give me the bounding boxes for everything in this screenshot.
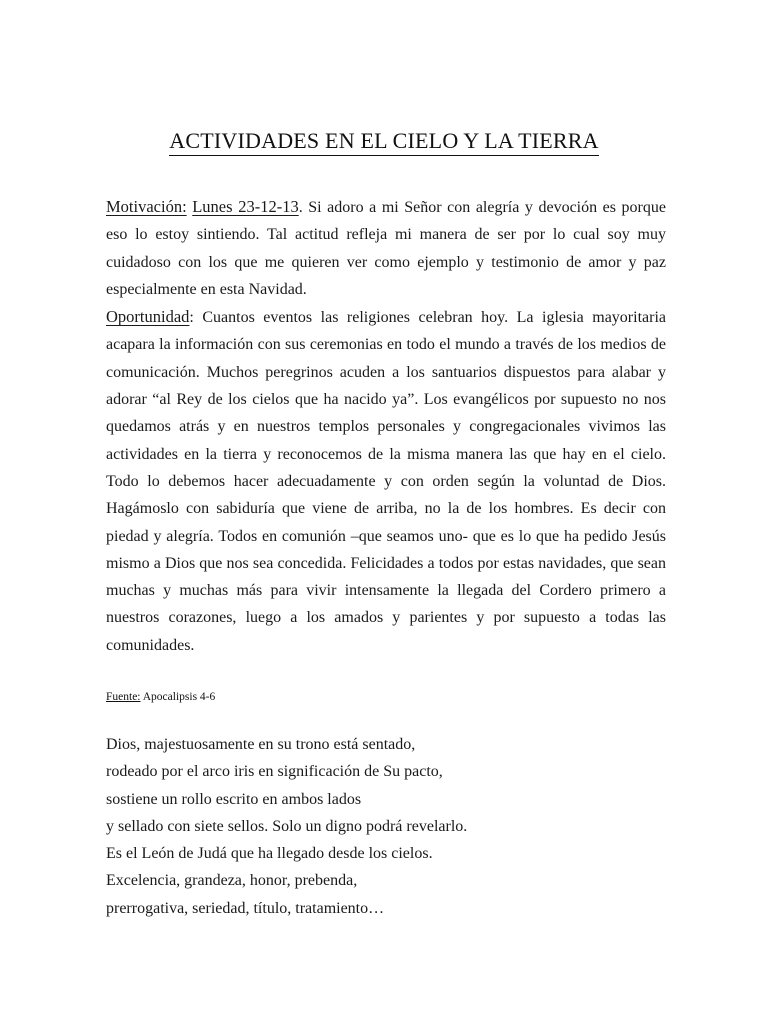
poem-line: prerrogativa, seriedad, título, tratamiento… — [106, 899, 385, 917]
motivacion-paragraph — [106, 193, 666, 303]
oportunidad-text: : Cuantos eventos las religiones celebran hoy. La iglesia mayoritaria acapara la información con sus ceremonias en todo el mundo a través de los medios de comunicación. Muchos peregrinos acuden a los santuarios dispuestos para alabar y adorar “al Rey de los cielos que ha nacido ya”. Los evangélicos por supuesto no nos quedamos atrás y en nuestros templos personales y congregacionales vivimos las actividades en la tierra y reconocemos de la misma manera las que hay en el cielo. Todo lo debemos hacer adecuadamente y con orden según la voluntad de Dios. Hagámoslo con sabiduría que viene de arriba, no la de los hombres. Es decir con piedad y alegría. Todos en comunión –que seamos uno- que es lo que ha pedido Jesús mismo a Dios que nos sea concedida. Felicidades a todos por estas navidades, que sean muchas y muchas más para vivir intensamente la llegada del Cordero primero a nuestros corazones, luego a los amados y parientes y por supuesto a todas las comunidades. — [106, 309, 666, 654]
document-title — [0, 128, 768, 154]
oportunidad-paragraph — [106, 303, 666, 659]
motivacion-date: Lunes 23-12-13 — [192, 197, 299, 216]
document-body — [106, 193, 666, 659]
oportunidad-label: Oportunidad — [106, 307, 190, 327]
source-text: Apocalipsis 4-6 — [140, 691, 216, 703]
poem-line: sostiene un rollo escrito en ambos lados — [106, 790, 362, 808]
poem — [106, 731, 666, 922]
motivacion-text: . Si adoro a mi Señor con alegría y devoción es porque eso lo estoy sintiendo. Tal actitud refleja mi manera de ser por lo cual soy muy cuidadoso con los que me quieren ver como ejemplo y testimonio de amor y paz especialmente en esta Navidad. — [106, 199, 666, 298]
source-label: Fuente: — [106, 691, 141, 703]
poem-line: Excelencia, grandeza, honor, prebenda, — [106, 872, 358, 890]
poem-line: Es el León de Judá que ha llegado desde los cielos. — [106, 845, 433, 863]
motivacion-label: Motivación: — [106, 197, 187, 216]
poem-line: Dios, majestuosamente en su trono está sentado, — [106, 736, 416, 753]
source-line — [106, 691, 215, 703]
poem-line: y sellado con siete sellos. Solo un digno podrá revelarlo. — [106, 817, 468, 835]
document-title-text: ACTIVIDADES EN EL CIELO Y LA TIERRA — [169, 128, 598, 156]
poem-line: rodeado por el arco iris en significación de Su pacto, — [106, 763, 443, 781]
